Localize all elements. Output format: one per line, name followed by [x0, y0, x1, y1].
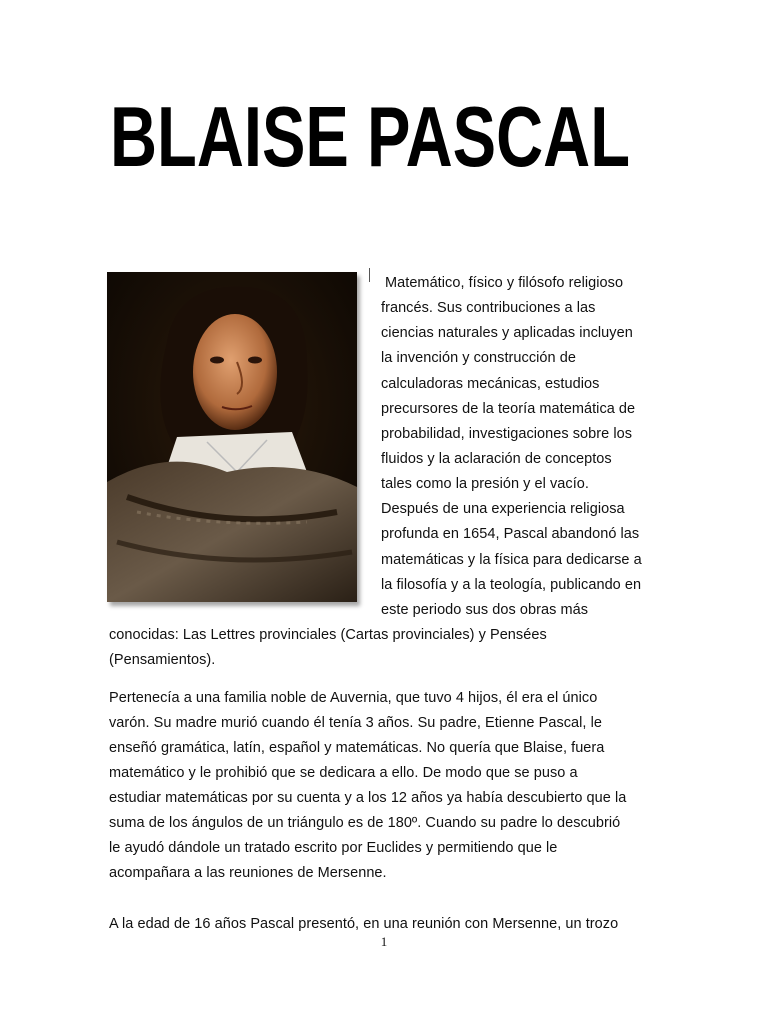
- paragraph1-line: ciencias naturales y aplicadas incluyen: [381, 325, 633, 341]
- paragraph1-line: matemáticas y la física para dedicarse a: [381, 552, 642, 568]
- document-title: [100, 78, 701, 188]
- paragraph1-line: precursores de la teoría matemática de: [381, 401, 636, 417]
- paragraph2-line: enseñó gramática, latín, español y matemáticas. No quería que Blaise, fuera: [109, 740, 605, 756]
- portrait-image: [107, 272, 357, 602]
- paragraph1-line: Después de una experiencia religiosa: [381, 501, 625, 517]
- paragraph1-line: Matemático, físico y filósofo religioso: [385, 275, 624, 291]
- paragraph1-line: tales como la presión y el vacío.: [381, 476, 589, 492]
- paragraph2-line: matemático y le prohibió que se dedicara a ello. De modo que se puso a: [109, 765, 578, 781]
- paragraph2-line: acompañara a las reuniones de Mersenne.: [109, 865, 387, 881]
- paragraph2-line: estudiar matemáticas por su cuenta y a los 12 años ya había descubierto que la: [109, 790, 627, 806]
- paragraph2-line: suma de los ángulos de un triángulo es de 180º. Cuando su padre lo descubrió: [109, 815, 621, 831]
- paragraph3-line: A la edad de 16 años Pascal presentó, en una reunión con Mersenne, un trozo: [109, 916, 619, 932]
- paragraph1-line: (Pensamientos).: [109, 652, 216, 668]
- page-number: 1: [380, 934, 388, 949]
- paragraph2-line: Pertenecía a una familia noble de Auvernia, que tuvo 4 hijos, él era el único: [109, 690, 598, 706]
- paragraph1-line: probabilidad, investigaciones sobre los: [381, 426, 633, 442]
- paragraph1-line: fluidos y la aclaración de conceptos: [381, 451, 612, 467]
- paragraph1-line: este periodo sus dos obras más: [381, 602, 589, 618]
- text-cursor: [369, 268, 370, 282]
- paragraph2-line: varón. Su madre murió cuando él tenía 3 años. Su padre, Etienne Pascal, le: [109, 715, 602, 731]
- paragraph1-line: la invención y construcción de: [381, 350, 576, 366]
- paragraph1-line: calculadoras mecánicas, estudios: [381, 376, 600, 392]
- svg-text:BLAISE PASCAL: BLAISE PASCAL: [110, 89, 701, 185]
- paragraph1-line: francés. Sus contribuciones a las: [381, 300, 596, 316]
- paragraph1-line: conocidas: Las Lettres provinciales (Cartas provinciales) y Pensées: [109, 627, 547, 643]
- paragraph1-line: la filosofía y a la teología, publicando en: [381, 577, 642, 593]
- paragraph2-line: le ayudó dándole un tratado escrito por Euclides y permitiendo que le: [109, 840, 558, 856]
- paragraph1-line: profunda en 1654, Pascal abandonó las: [381, 526, 640, 542]
